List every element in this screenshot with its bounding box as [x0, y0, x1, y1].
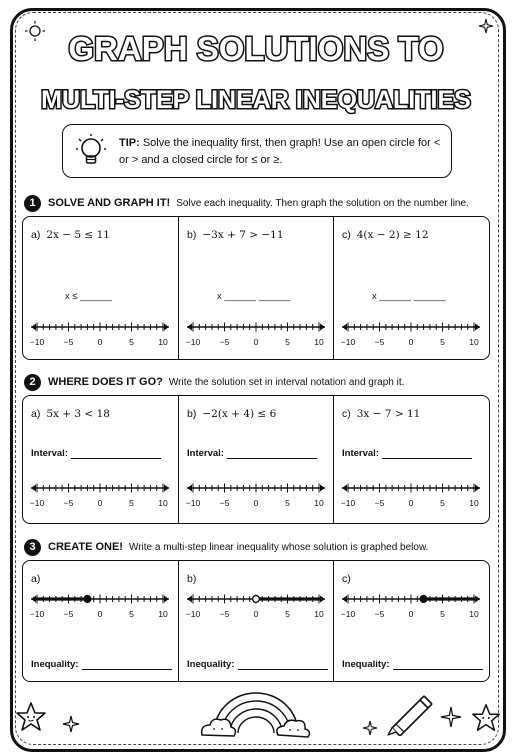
section-title: SOLVE AND GRAPH IT! — [48, 197, 171, 209]
cloud-icon — [202, 719, 236, 736]
problem-letter: c) — [342, 408, 351, 420]
problem-letter: a) — [31, 229, 41, 241]
tick-label: −5 — [219, 609, 230, 619]
answer-prompt[interactable]: x ______ ______ — [372, 291, 446, 302]
tick-label: 10 — [469, 498, 479, 508]
left-arrow — [31, 485, 36, 492]
tick-label: 0 — [97, 337, 103, 347]
tick-label: 10 — [314, 337, 324, 347]
section-number: 1 — [24, 195, 41, 212]
problem-expression: 2x − 5 ≤ 11 — [46, 229, 110, 241]
tick-label: 0 — [253, 498, 259, 508]
sun-icon — [24, 20, 46, 42]
right-arrow — [164, 485, 169, 492]
title-line-2: MULTI-STEP LINEAR INEQUALITIES — [41, 86, 471, 114]
tick-label: 10 — [469, 337, 479, 347]
left-arrow — [342, 324, 347, 331]
tick-label: −10 — [29, 498, 45, 508]
tick-label: −5 — [374, 337, 385, 347]
tick-label: −5 — [63, 609, 74, 619]
section-instruction: Write the solution set in interval notation and graph it. — [168, 376, 405, 388]
left-arrow — [187, 596, 192, 603]
interval-answer-line[interactable] — [71, 449, 161, 459]
tick-label: 0 — [253, 337, 259, 347]
left-arrow — [187, 324, 192, 331]
problem-expression: 5x + 3 < 18 — [46, 408, 110, 420]
section-title: WHERE DOES IT GO? — [48, 376, 163, 388]
tick-label: 0 — [97, 498, 103, 508]
section-3-heading — [24, 537, 428, 557]
answer-prompt[interactable]: x ≤ ______ — [65, 291, 112, 302]
problem-expression: 4(x − 2) ≥ 12 — [356, 229, 429, 241]
problem-1b — [178, 217, 334, 359]
inequality-answer-line[interactable] — [82, 660, 172, 670]
tick-label: −10 — [29, 337, 45, 347]
right-arrow — [164, 324, 169, 331]
tick-label: −5 — [374, 498, 385, 508]
sparkle-icon — [62, 715, 80, 733]
sparkle-icon — [440, 706, 462, 728]
right-arrow — [475, 324, 480, 331]
section-1-panel — [22, 216, 490, 360]
tick-label: −5 — [63, 337, 74, 347]
tick-label: 10 — [158, 337, 168, 347]
tick-label: 10 — [158, 498, 168, 508]
inequality-label: Inequality: — [187, 659, 235, 670]
inequality-answer-line[interactable] — [393, 660, 483, 670]
problem-letter: b) — [187, 229, 197, 241]
problem-2c — [333, 396, 490, 523]
section-instruction: Write a multi-step linear inequality whose solution is graphed below. — [128, 541, 429, 553]
right-arrow — [320, 324, 325, 331]
tick-label: −10 — [185, 337, 201, 347]
section-number: 3 — [24, 539, 41, 556]
tick-label: 5 — [129, 337, 134, 347]
problem-expression: −2(x + 4) ≤ 6 — [202, 408, 277, 420]
interval-answer-line[interactable] — [382, 449, 472, 459]
number-line — [29, 587, 171, 627]
section-2-heading — [24, 372, 404, 392]
interval-label: Interval: — [342, 448, 379, 459]
worksheet-title — [0, 20, 512, 120]
tick-label: −10 — [185, 609, 201, 619]
tick-label: 10 — [469, 609, 479, 619]
closed-circle — [420, 596, 427, 603]
tick-label: 5 — [440, 498, 445, 508]
tick-label: 5 — [285, 498, 290, 508]
closed-circle — [84, 596, 91, 603]
number-line — [185, 587, 327, 627]
tick-label: 0 — [408, 498, 414, 508]
section-title: CREATE ONE! — [48, 541, 123, 553]
tick-label: −5 — [63, 498, 74, 508]
number-line — [340, 587, 482, 627]
sparkle-icon — [478, 18, 494, 34]
tick-label: −10 — [185, 498, 201, 508]
section-1-heading — [24, 193, 469, 213]
problem-1a — [23, 217, 178, 359]
section-number: 2 — [24, 374, 41, 391]
number-line[interactable] — [29, 476, 171, 516]
tick-label: 5 — [129, 609, 134, 619]
interval-answer-line[interactable] — [227, 449, 317, 459]
interval-label: Interval: — [187, 448, 224, 459]
left-arrow — [342, 485, 347, 492]
tick-label: 10 — [158, 609, 168, 619]
tip-text: Solve the inequality first, then graph! Use an open circle for < or > and a closed circle for ≤ or ≥. — [119, 137, 441, 166]
left-arrow — [187, 485, 192, 492]
sparkle-icon — [362, 720, 378, 736]
tick-label: −10 — [340, 337, 356, 347]
left-arrow — [342, 596, 347, 603]
inequality-label: Inequality: — [342, 659, 390, 670]
tick-label: −10 — [340, 498, 356, 508]
problem-3a — [23, 561, 178, 681]
tick-label: 5 — [285, 609, 290, 619]
number-line[interactable] — [340, 315, 482, 355]
tick-label: 5 — [440, 337, 445, 347]
tick-label: 0 — [253, 609, 259, 619]
tick-label: 0 — [408, 337, 414, 347]
number-line[interactable] — [185, 476, 327, 516]
right-arrow — [475, 485, 480, 492]
tick-label: 5 — [440, 609, 445, 619]
tick-label: −5 — [219, 337, 230, 347]
tick-label: −5 — [374, 609, 385, 619]
tick-label: 5 — [129, 498, 134, 508]
tip-box — [62, 124, 452, 178]
number-line[interactable] — [340, 476, 482, 516]
problem-2b — [178, 396, 334, 523]
problem-expression: 3x − 7 > 11 — [356, 408, 421, 420]
section-3-panel — [22, 560, 490, 682]
problem-2a — [23, 396, 178, 523]
problem-letter: a) — [31, 408, 41, 420]
left-arrow — [31, 324, 36, 331]
problem-letter: c) — [342, 573, 351, 585]
tick-label: 5 — [285, 337, 290, 347]
inequality-label: Inequality: — [31, 659, 79, 670]
tip-label: TIP: — [119, 137, 140, 149]
problem-1c — [333, 217, 490, 359]
problem-letter: a) — [31, 573, 41, 585]
tick-label: 0 — [408, 609, 414, 619]
open-circle — [253, 596, 260, 603]
tick-label: 10 — [314, 609, 324, 619]
right-arrow — [164, 596, 169, 603]
tick-label: 10 — [314, 498, 324, 508]
answer-prompt[interactable]: x ______ ______ — [217, 291, 291, 302]
right-arrow — [320, 485, 325, 492]
number-line[interactable] — [185, 315, 327, 355]
tick-label: −10 — [29, 609, 45, 619]
star-icon — [470, 702, 502, 734]
inequality-answer-line[interactable] — [238, 660, 328, 670]
number-line[interactable] — [29, 315, 171, 355]
tick-label: −5 — [219, 498, 230, 508]
section-2-panel — [22, 395, 490, 524]
tick-label: 0 — [97, 609, 103, 619]
problem-3b — [178, 561, 334, 681]
section-instruction: Solve each inequality. Then graph the solution on the number line. — [176, 197, 469, 209]
title-line-1: GRAPH SOLUTIONS TO — [68, 30, 444, 67]
rainbow-icon — [200, 685, 312, 739]
problem-expression: −3x + 7 > −11 — [202, 229, 284, 241]
problem-3c — [333, 561, 490, 681]
interval-label: Interval: — [31, 448, 68, 459]
problem-letter: b) — [187, 573, 197, 585]
problem-letter: c) — [342, 229, 351, 241]
tick-label: −10 — [340, 609, 356, 619]
pencil-icon — [384, 690, 434, 736]
lightbulb-icon — [71, 131, 111, 171]
star-icon — [14, 700, 48, 734]
problem-letter: b) — [187, 408, 197, 420]
